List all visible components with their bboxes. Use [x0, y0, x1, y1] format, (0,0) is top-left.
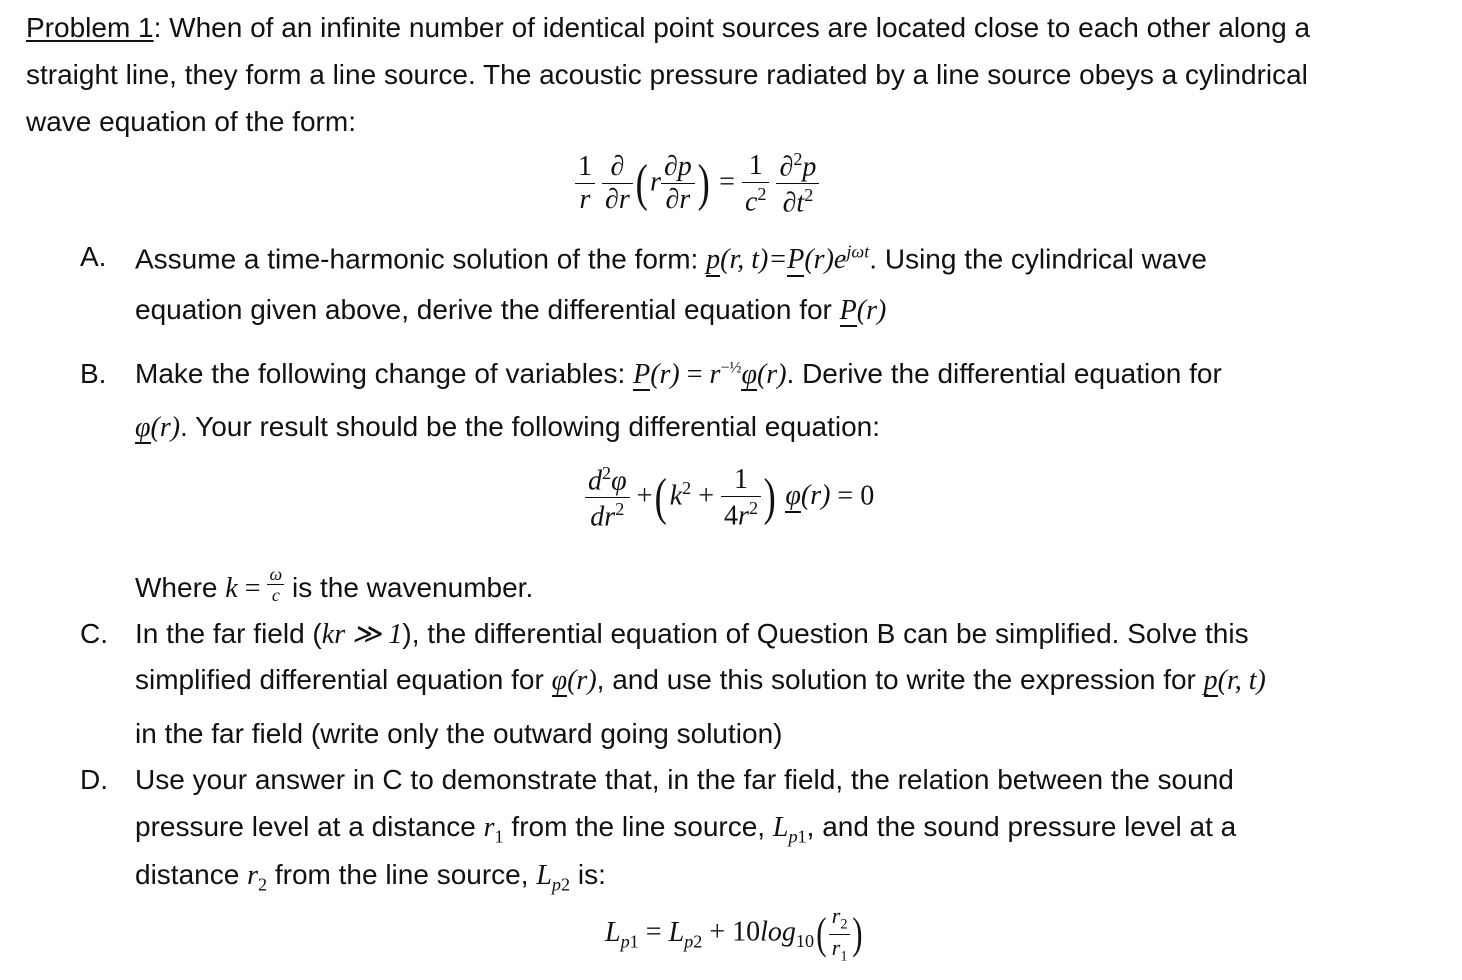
part-c-line2: simplified differential equation for φ(r), and use this solution to write the expression for p(r, t) — [135, 664, 1266, 696]
phi-equation: $\frac{d^2\varphi}{dr^2}$ $+(k^2$ + $\frac{1}{4r^2}$ ) φ(r) = 0 — [585, 464, 874, 532]
part-b-eq: $P(r) = r^{-\frac{1}{2}}\varphi(r)$ — [633, 359, 787, 390]
part-a-line2: equation given above, derive the differential equation for P(r) — [135, 294, 887, 326]
part-a-line1: Assume a time-harmonic solution of the form: p(r, $t)=P(r)e^{j\omega t}$. Using the cylindrical wave — [135, 242, 1207, 276]
problem-intro-line1: Problem 1: When of an infinite number of identical point sources are located close to each other along a — [26, 12, 1311, 43]
wave-equation: $\frac{1}{r}$ $\frac{\partial}{\partial r}$ (r $\frac{\partial p}{\partial r}$ ) = $\frac{1}{c^2}$ $\frac{\partial^2p}{\partial t^2}$ — [575, 150, 819, 218]
part-a-label: A. — [80, 241, 107, 272]
part-d-line3: distance $r_2$ from the line source, $L_{p2}$ is: — [135, 859, 606, 895]
wavenumber-definition: Where k = $\frac{\omega}{c}$ is the wavenumber. — [135, 564, 534, 605]
part-b-label: B. — [80, 358, 107, 389]
problem-intro-line2: straight line, they form a line source. The acoustic pressure radiated by a line source obeys a cylindrical — [26, 59, 1308, 90]
part-c-label: C. — [80, 618, 108, 649]
part-b-line1: Make the following change of variables: $P(r) = r^{-\frac{1}{2}}\varphi(r)$. Derive the differential equation for — [135, 358, 1222, 390]
spl-equation: $L_{p1} = L_{p2} + 10\log_{10}$( $\frac{r_2}{r_1}$ ) — [605, 903, 863, 965]
problem-title: Problem 1 — [26, 12, 154, 43]
problem-intro-line3: wave equation of the form: — [26, 106, 356, 137]
part-b-line2: φ(r). Your result should be the following differential equation: — [135, 411, 881, 443]
part-d-label: D. — [80, 764, 108, 795]
part-d-line1: Use your answer in C to demonstrate that, in the far field, the relation between the sound — [135, 764, 1234, 795]
part-d-line2: pressure level at a distance $r_1$ from the line source, $L_{p1}$, and the sound pressure level at a — [135, 811, 1237, 847]
part-c-line3: in the far field (write only the outward going solution) — [135, 718, 783, 749]
part-c-line1: In the far field (kr ≫ 1), the differential equation of Question B can be simplified. Solve this — [135, 618, 1249, 650]
part-a-eq: p(r, $t)=P(r)e^{j\omega t}$ — [706, 242, 870, 276]
